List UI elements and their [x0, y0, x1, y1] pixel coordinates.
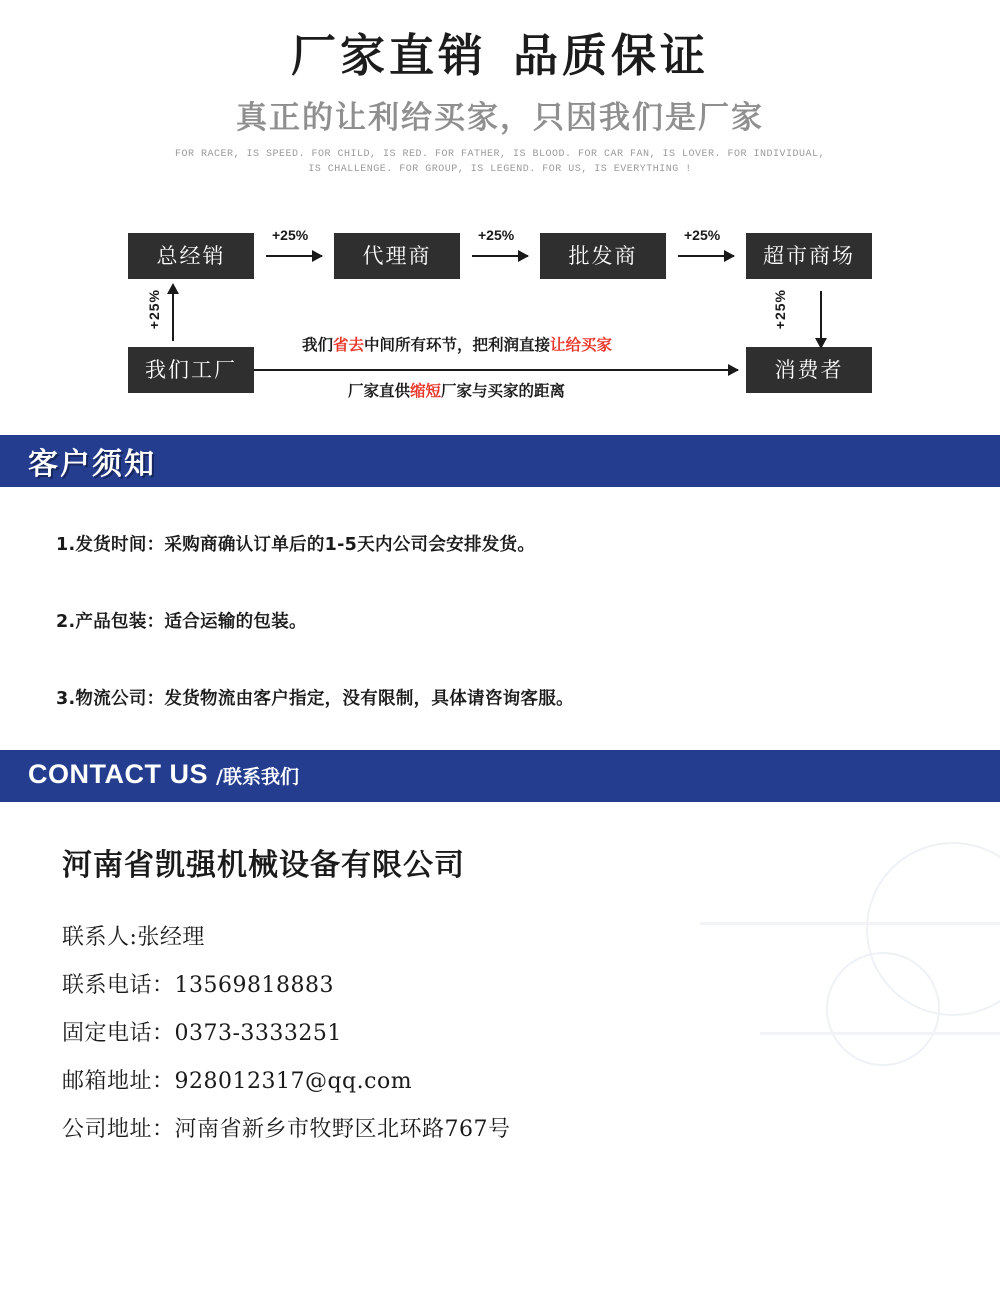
flow-markup-1: +25% — [272, 226, 309, 243]
hero-english-line-2: IS CHALLENGE. FOR GROUP, IS LEGEND. FOR US, IS EVERYTHING ! — [308, 163, 692, 175]
notice-item: 3.物流公司：发货物流由客户指定，没有限制，具体请咨询客服。 — [56, 688, 574, 709]
hero-title-right: 品质保证 — [513, 29, 710, 82]
contact-mobile: 联系电话：13569818883 — [62, 972, 334, 998]
hero-section — [0, 0, 1000, 177]
flow-markup-left: +25% — [146, 288, 162, 329]
flow-caption-top-highlight-1: 省去 — [333, 335, 365, 354]
flow-arrow-factory-consumer — [254, 369, 738, 371]
contact-section-title-cn: /联系我们 — [216, 765, 299, 788]
distribution-flow-diagram — [0, 205, 1000, 435]
flow-caption-bottom-a: 厂家直供 — [348, 381, 411, 400]
flow-node-distributor: 总经销 — [128, 233, 254, 279]
flow-caption-bottom — [348, 379, 565, 401]
flow-caption-bottom-highlight: 缩短 — [410, 381, 442, 400]
flow-arrow-agent-wholesaler — [472, 255, 528, 257]
company-name: 河南省凯强机械设备有限公司 — [62, 847, 465, 883]
flow-node-supermarket: 超市商场 — [746, 233, 872, 279]
flow-caption-top — [302, 333, 612, 355]
flow-node-agent: 代理商 — [334, 233, 460, 279]
flow-markup-2: +25% — [478, 226, 515, 243]
notice-item: 1.发货时间：采购商确认订单后的1-5天内公司会安排发货。 — [56, 534, 536, 555]
contact-details — [0, 802, 1000, 1160]
flow-caption-top-c: 中间所有环节，把利润直接 — [364, 335, 551, 354]
notice-section-bar — [0, 435, 1000, 487]
flow-markup-3: +25% — [684, 226, 721, 243]
flow-arrow-distributor-agent — [266, 255, 322, 257]
flow-caption-top-a: 我们 — [302, 335, 334, 354]
contact-person: 联系人:张经理 — [62, 924, 205, 950]
flow-arrow-wholesaler-supermarket — [678, 255, 734, 257]
hero-english-line-1: FOR RACER, IS SPEED. FOR CHILD, IS RED. FOR FATHER, IS BLOOD. FOR CAR FAN, IS LOVER. FOR INDIVIDUAL, — [174, 148, 826, 160]
contact-section-bar — [0, 750, 1000, 802]
contact-section-title-en: CONTACT US — [28, 758, 208, 789]
hero-english-tagline — [0, 147, 1000, 177]
flow-node-factory: 我们工厂 — [128, 347, 254, 393]
flow-arrow-supermarket-consumer — [820, 291, 822, 339]
notice-section-title: 客户须知 — [28, 446, 156, 482]
flow-caption-bottom-c: 厂家与买家的距离 — [441, 381, 566, 400]
contact-address: 公司地址：河南省新乡市牧野区北环路767号 — [62, 1116, 511, 1142]
page-title — [0, 30, 1000, 82]
flow-arrow-factory-distributor — [172, 293, 174, 341]
notice-list — [0, 487, 1000, 750]
flow-markup-right: +25% — [772, 288, 788, 329]
hero-subtitle: 真正的让利给买家，只因我们是厂家 — [236, 99, 764, 136]
hero-title-left: 厂家直销 — [290, 29, 487, 82]
contact-landline: 固定电话：0373-3333251 — [62, 1020, 342, 1046]
notice-item: 2.产品包装：适合运输的包装。 — [56, 611, 307, 632]
flow-node-consumer: 消费者 — [746, 347, 872, 393]
flow-node-wholesaler: 批发商 — [540, 233, 666, 279]
flow-caption-top-highlight-2: 让给买家 — [550, 335, 613, 354]
contact-email: 邮箱地址：928012317@qq.com — [62, 1068, 413, 1094]
